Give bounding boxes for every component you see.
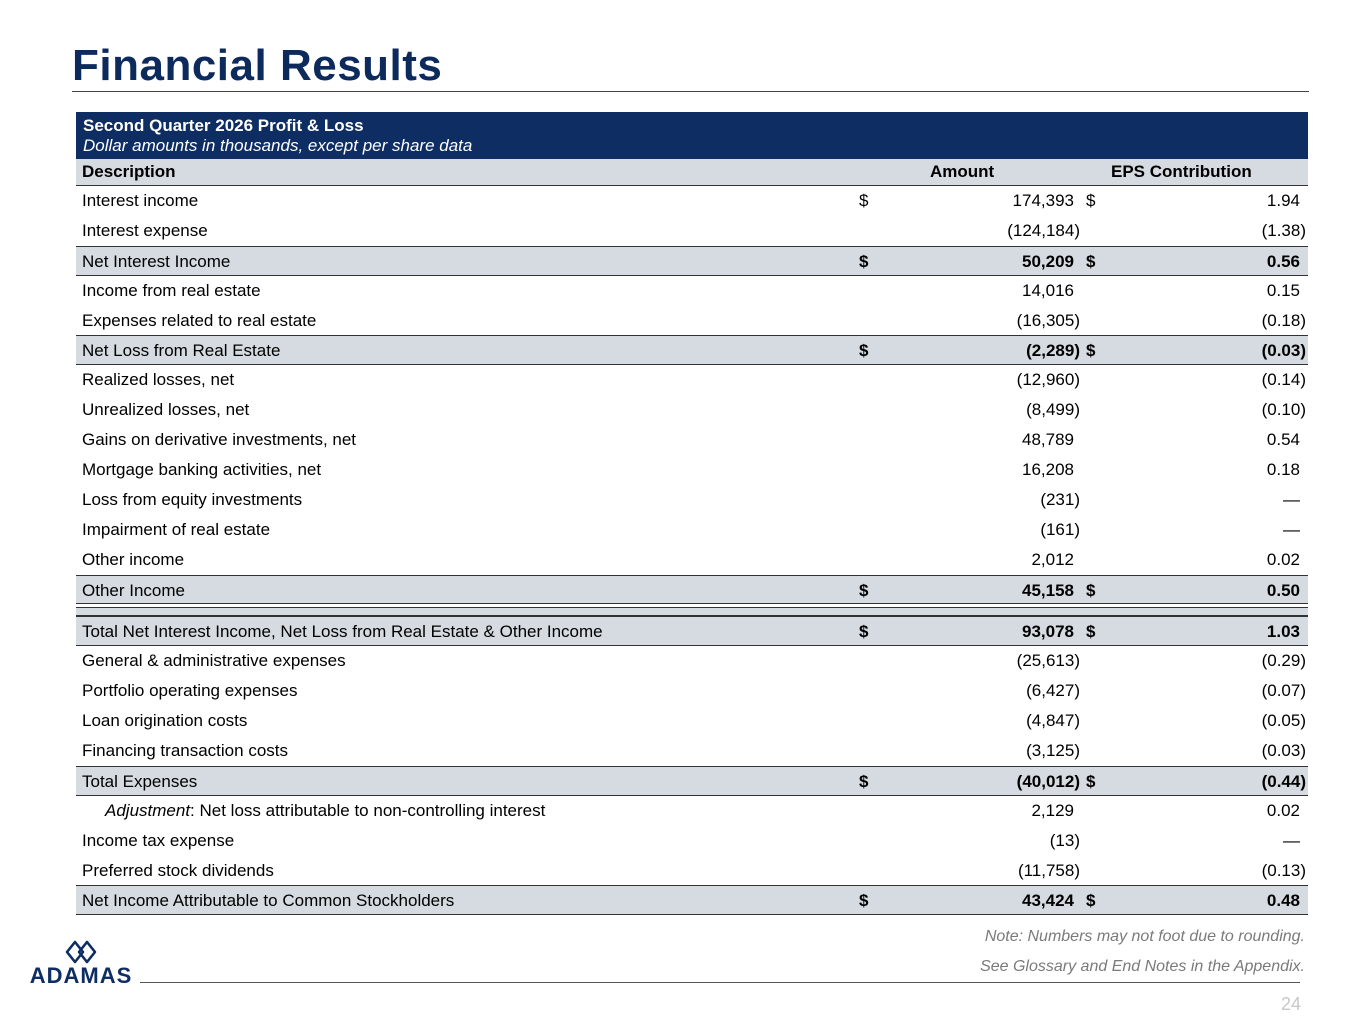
row-description-prefix: Adjustment bbox=[105, 800, 191, 820]
eps-currency-symbol: $ bbox=[1086, 251, 1096, 271]
table-row bbox=[76, 276, 1308, 306]
table-row bbox=[76, 796, 1308, 826]
row-eps: (0.13) bbox=[1261, 860, 1306, 880]
row-eps: 1.03 bbox=[1266, 622, 1300, 642]
amount-currency-symbol: $ bbox=[859, 251, 869, 271]
row-description: Loan origination costs bbox=[82, 711, 248, 731]
row-amount: 174,393 bbox=[1012, 191, 1074, 210]
row-amount: (16,305) bbox=[1016, 310, 1080, 330]
row-description: Interest expense bbox=[82, 220, 208, 240]
row-eps: 0.02 bbox=[1266, 800, 1300, 820]
row-eps: — bbox=[1283, 489, 1300, 509]
table-total-row bbox=[76, 885, 1308, 915]
title-divider bbox=[72, 91, 1309, 92]
row-eps: (0.05) bbox=[1261, 711, 1306, 731]
row-amount: (13) bbox=[1049, 830, 1080, 850]
row-description: Interest income bbox=[82, 191, 199, 210]
page-number: 24 bbox=[1280, 994, 1301, 1014]
column-header-row bbox=[76, 159, 1308, 186]
row-description: Portfolio operating expenses bbox=[82, 681, 298, 701]
row-eps: 0.02 bbox=[1266, 549, 1300, 569]
row-eps: 0.18 bbox=[1266, 460, 1300, 480]
row-amount: (6,427) bbox=[1026, 681, 1080, 701]
table-total-row bbox=[76, 246, 1308, 276]
row-amount: 16,208 bbox=[1022, 460, 1074, 480]
row-description: Income from real estate bbox=[82, 280, 261, 300]
row-description: Other Income bbox=[82, 580, 185, 600]
amount-currency-symbol: $ bbox=[859, 891, 869, 911]
page-title: Financial Results bbox=[72, 41, 443, 90]
table-total-row bbox=[76, 616, 1308, 646]
row-description-text: : Net loss attributable to non-controlling interest bbox=[190, 800, 546, 820]
rounding-note: Note: Numbers may not foot due to rounding. bbox=[984, 928, 1305, 945]
table-row bbox=[76, 186, 1308, 216]
eps-currency-symbol: $ bbox=[1086, 771, 1096, 791]
row-description: Net Income Attributable to Common Stockholders bbox=[82, 891, 455, 911]
profit-loss-table bbox=[76, 112, 1308, 915]
row-amount: 2,012 bbox=[1031, 549, 1074, 569]
row-description: Net Interest Income bbox=[82, 251, 231, 271]
row-eps: (0.03) bbox=[1261, 741, 1306, 761]
row-description: Mortgage banking activities, net bbox=[82, 460, 322, 480]
table-row bbox=[76, 515, 1308, 545]
row-amount: (4,847) bbox=[1026, 711, 1080, 731]
table-row bbox=[76, 365, 1308, 395]
row-eps: 0.56 bbox=[1266, 251, 1300, 271]
row-description: Income tax expense bbox=[82, 830, 235, 850]
row-amount: (12,960) bbox=[1016, 370, 1080, 390]
row-description: Loss from equity investments bbox=[82, 489, 303, 509]
table-row bbox=[76, 485, 1308, 515]
table-total-row bbox=[76, 575, 1308, 605]
row-amount: 14,016 bbox=[1022, 280, 1074, 300]
column-header-amount: Amount bbox=[930, 162, 995, 181]
row-amount: 45,158 bbox=[1022, 580, 1074, 600]
row-description bbox=[105, 796, 545, 825]
row-amount: 50,209 bbox=[1022, 251, 1074, 271]
row-amount: (161) bbox=[1040, 519, 1080, 539]
row-amount: (40,012) bbox=[1016, 771, 1080, 791]
row-amount: (11,758) bbox=[1017, 860, 1080, 880]
table-row bbox=[76, 306, 1308, 336]
eps-currency-symbol: $ bbox=[1086, 622, 1096, 642]
row-amount: (25,613) bbox=[1016, 651, 1080, 671]
table-row bbox=[76, 216, 1308, 246]
row-eps: — bbox=[1283, 830, 1300, 850]
table-row bbox=[76, 646, 1308, 676]
table-row bbox=[76, 676, 1308, 706]
amount-currency-symbol: $ bbox=[859, 622, 869, 642]
glossary-note: See Glossary and End Notes in the Appendix. bbox=[980, 958, 1305, 975]
table-total-row bbox=[76, 766, 1308, 796]
row-eps: (0.10) bbox=[1261, 400, 1306, 420]
table-row bbox=[76, 856, 1308, 886]
logo-text: ADAMAS bbox=[29, 963, 133, 988]
row-description: Preferred stock dividends bbox=[82, 860, 274, 880]
row-amount: (2,289) bbox=[1026, 341, 1080, 361]
row-eps: (0.44) bbox=[1261, 771, 1306, 791]
row-amount: 43,424 bbox=[1022, 891, 1074, 911]
amount-currency-symbol: $ bbox=[859, 341, 869, 361]
row-description: Expenses related to real estate bbox=[82, 310, 317, 330]
row-eps: (0.14) bbox=[1261, 370, 1306, 390]
row-amount: 2,129 bbox=[1031, 800, 1074, 820]
company-logo bbox=[26, 938, 136, 988]
adamas-logo-icon bbox=[63, 938, 99, 966]
row-description: Impairment of real estate bbox=[82, 519, 271, 539]
column-header-eps: EPS Contribution bbox=[1111, 162, 1252, 181]
row-description: Other income bbox=[82, 549, 185, 569]
row-amount: (8,499) bbox=[1026, 400, 1080, 420]
row-eps: 0.54 bbox=[1266, 430, 1300, 450]
row-eps: 0.48 bbox=[1266, 891, 1300, 911]
row-eps: (1.38) bbox=[1261, 220, 1306, 240]
amount-currency-symbol: $ bbox=[859, 580, 869, 600]
row-description: Gains on derivative investments, net bbox=[82, 430, 357, 450]
eps-currency-symbol: $ bbox=[1086, 580, 1096, 600]
row-eps: — bbox=[1283, 519, 1300, 539]
eps-currency-symbol: $ bbox=[1086, 191, 1096, 210]
table-row bbox=[76, 545, 1308, 575]
table-row bbox=[76, 826, 1308, 856]
amount-currency-symbol: $ bbox=[859, 191, 869, 210]
eps-currency-symbol: $ bbox=[1086, 891, 1096, 911]
table-subtitle: Dollar amounts in thousands, except per share data bbox=[83, 136, 473, 155]
row-amount: (231) bbox=[1040, 489, 1080, 509]
column-header-description: Description bbox=[82, 162, 176, 181]
row-description: Financing transaction costs bbox=[82, 741, 288, 761]
row-description: Unrealized losses, net bbox=[82, 400, 250, 420]
table-row bbox=[76, 706, 1308, 736]
table-row bbox=[76, 736, 1308, 766]
amount-currency-symbol: $ bbox=[859, 771, 869, 791]
row-description: Total Net Interest Income, Net Loss from Real Estate & Other Income bbox=[82, 622, 603, 642]
row-eps: 1.94 bbox=[1266, 191, 1300, 210]
row-description: Total Expenses bbox=[82, 771, 198, 791]
eps-currency-symbol: $ bbox=[1086, 341, 1096, 361]
table-header-banner bbox=[76, 112, 1308, 159]
row-eps: (0.03) bbox=[1261, 341, 1306, 361]
row-description: General & administrative expenses bbox=[82, 651, 346, 671]
row-eps: (0.18) bbox=[1261, 310, 1306, 330]
row-description: Net Loss from Real Estate bbox=[82, 341, 281, 361]
table-row bbox=[76, 395, 1308, 425]
table-row bbox=[76, 425, 1308, 455]
table-total-row bbox=[76, 335, 1308, 365]
row-eps: (0.29) bbox=[1261, 651, 1306, 671]
row-description: Realized losses, net bbox=[82, 370, 235, 390]
row-eps: (0.07) bbox=[1261, 681, 1306, 701]
row-amount: 48,789 bbox=[1022, 430, 1074, 450]
table-spacer-band bbox=[76, 607, 1308, 616]
footer-divider bbox=[140, 982, 1300, 983]
row-eps: 0.50 bbox=[1266, 580, 1300, 600]
row-eps: 0.15 bbox=[1266, 280, 1300, 300]
row-amount: (3,125) bbox=[1026, 741, 1080, 761]
row-amount: 93,078 bbox=[1022, 622, 1074, 642]
table-title: Second Quarter 2026 Profit & Loss bbox=[83, 116, 364, 135]
row-amount: (124,184) bbox=[1007, 220, 1080, 240]
table-row bbox=[76, 455, 1308, 485]
